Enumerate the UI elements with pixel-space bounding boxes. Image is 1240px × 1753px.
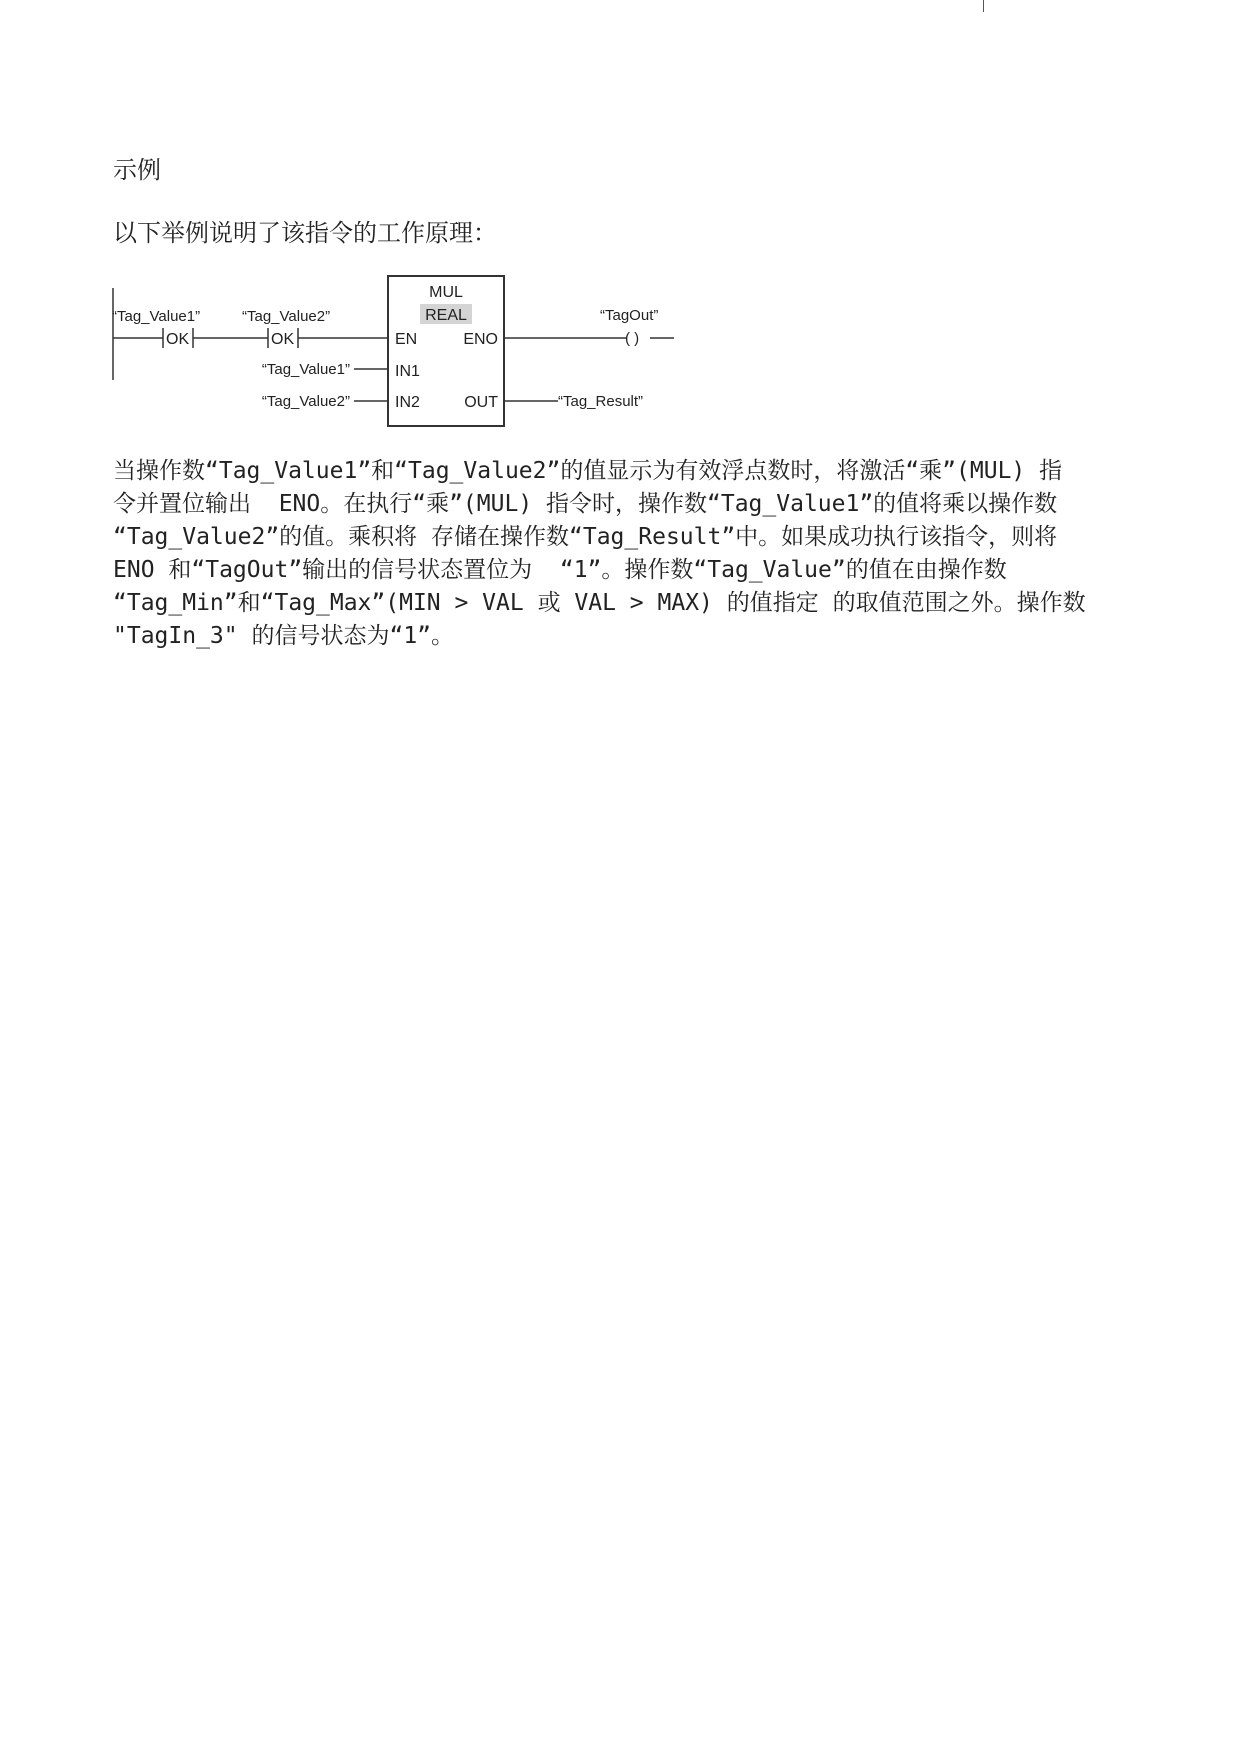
pin-out: OUT <box>464 394 498 411</box>
pin-en: EN <box>395 331 418 348</box>
paragraph-line: 令并置位输出 ENO。在执行“乘”(MUL) 指令时，操作数“Tag_Value1”的值将乘以操作数 <box>113 491 1058 517</box>
contact-1-tag: “Tag_Value1” <box>112 308 201 325</box>
contact-1-label: OK <box>166 331 190 348</box>
pin-eno: ENO <box>463 331 498 348</box>
paragraph-line: “Tag_Value2”的值。乘积将 存储在操作数“Tag_Result”中。如果成功执行该指令，则将 <box>113 524 1058 550</box>
paragraph-line: "TagIn_3" 的信号状态为“1”。 <box>113 623 455 649</box>
paragraph-line: “Tag_Min”和“Tag_Max”(MIN > VAL 或 VAL > MAX) 的值指定 的取值范围之外。操作数 <box>113 590 1086 616</box>
ladder-diagram <box>110 268 690 428</box>
intro-sentence: 以下举例说明了该指令的工作原理： <box>113 219 497 247</box>
pin-in1: IN1 <box>395 363 420 380</box>
section-heading: 示例 <box>113 156 161 184</box>
out-tag: “Tag_Result” <box>558 393 644 410</box>
description-paragraph <box>113 455 1133 653</box>
coil-tag: “TagOut” <box>600 307 659 324</box>
contact-2-label: OK <box>271 331 295 348</box>
in2-tag: “Tag_Value2” <box>261 393 350 410</box>
box-type: REAL <box>425 307 467 324</box>
paragraph-line: ENO 和“TagOut”输出的信号状态置位为 “1”。操作数“Tag_Value”的值在由操作数 <box>113 557 1007 583</box>
coil-symbol: ( ) <box>625 330 640 347</box>
page-edge-mark <box>983 0 984 12</box>
in1-tag: “Tag_Value1” <box>261 361 350 378</box>
paragraph-line: 当操作数“Tag_Value1”和“Tag_Value2”的值显示为有效浮点数时，将激活“乘”(MUL) 指 <box>113 458 1063 484</box>
contact-2-tag: “Tag_Value2” <box>242 308 331 325</box>
pin-in2: IN2 <box>395 394 420 411</box>
box-title: MUL <box>429 284 463 301</box>
